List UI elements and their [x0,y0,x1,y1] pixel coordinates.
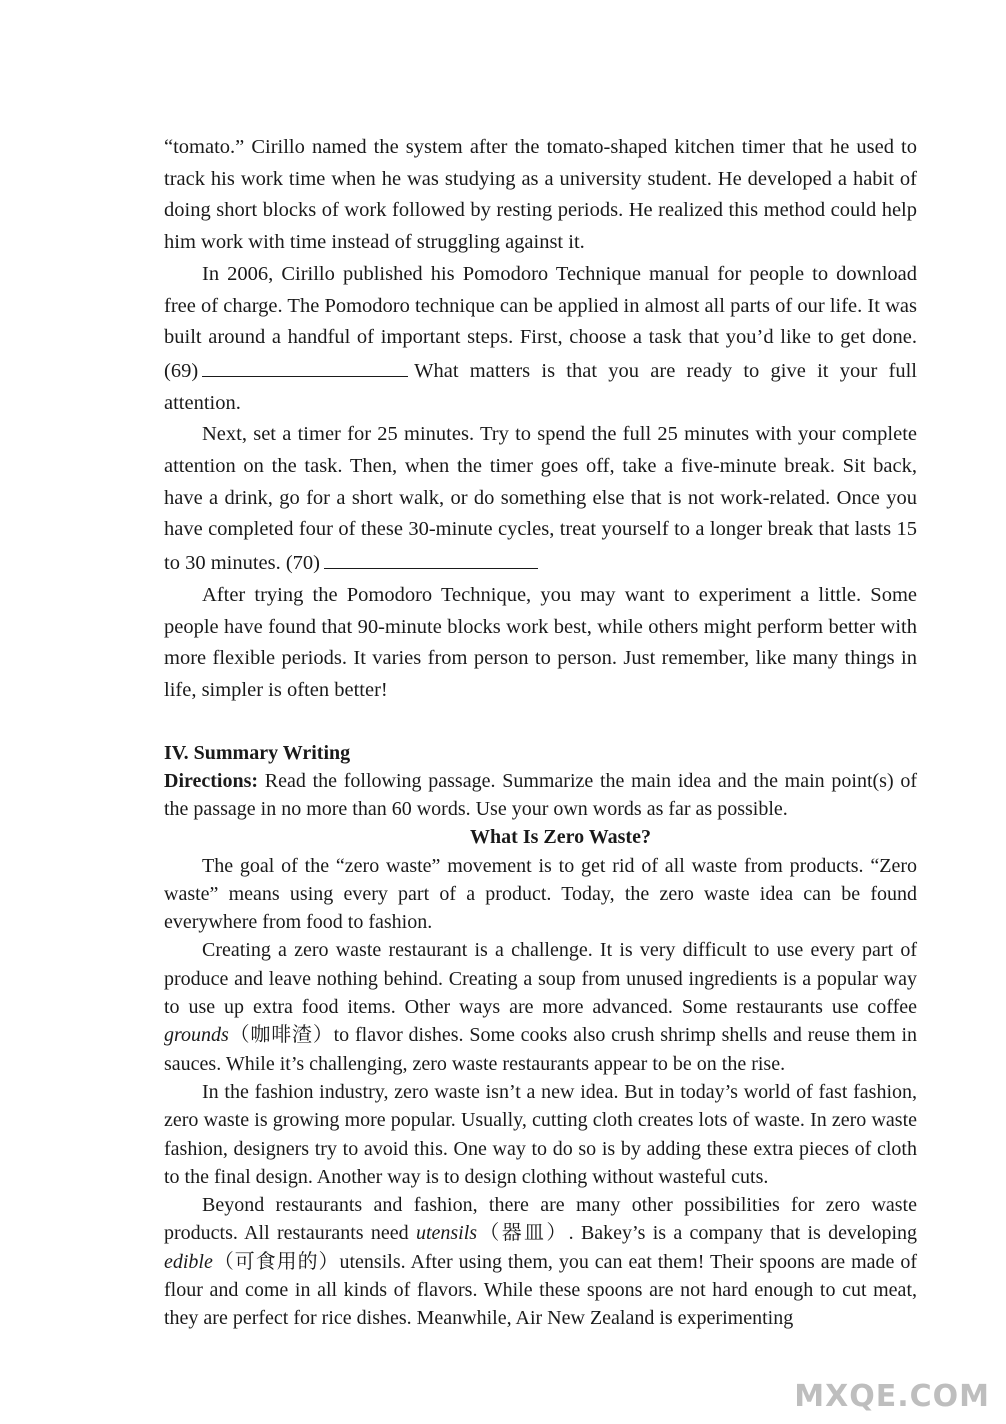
watermark-text: MXQE.COM [794,1379,990,1414]
paragraph-pomodoro-manual [164,259,917,420]
term-utensils: utensils [415,1222,478,1245]
paragraph-utensils [164,1191,917,1332]
paragraph-fashion: In the fashion industry, zero waste isn’t a new idea. But in today’s world of fast fashion, zero waste is growing more popular. Usually, cutting cloth creates lots of waste. In zero waste fashion, designers try to avoid this. One way to do so is by adding these extra pieces of cloth to the final design. Another way is to design clothing without wasteful cuts. [164,1080,917,1188]
paragraph-text: Next, set a timer for 25 minutes. Try to spend the full 25 minutes with your complete attention on the task. Then, when the timer goes off, take a five-minute break. Sit back, have a drink, go for a short walk, or do something else that is not work-related. Once you have completed four of these 30-minute cycles, treat yourself to a longer break that lasts 15 to 30 minutes. (70) [164,423,917,575]
paragraph-text: utensils. After using them, you can eat them! Their spoons are made of flour and come in all kinds of flavors. While these spoons are not hard enough to cut meat, they are perfect for rice dishes. Meanwhile, Air New Zealand is experimenting [164,1250,918,1330]
directions [164,767,917,824]
term-grounds: grounds [164,1024,229,1047]
gloss-edible: （可食用的） [212,1250,340,1273]
directions-label: Directions: [164,769,259,792]
passage-title: What Is Zero Waste? [470,826,651,849]
paragraph-text: What matters is that you are ready to give it your full attention. [164,359,917,414]
paragraph-tomato: “tomato.” Cirillo named the system after the tomato-shaped kitchen timer that he used to track his work time when he was studying as a university student. He developed a habit of doing short blocks of work followed by resting periods. He realized this method could help him work with time instead of struggling against it. [164,136,917,254]
paragraph-restaurant [164,936,917,1077]
paragraph-text: In 2006, Cirillo published his Pomodoro Technique manual for people to download free of charge. The Pomodoro technique can be applied in almost all parts of our life. It was built around a handful of important steps. First, choose a task that you’d like to get done. (69) [164,262,917,382]
watermark-logo [794,1340,1000,1420]
paragraph-text: . Bakey’s is a company that is developing [568,1222,917,1245]
paragraph-experiment: After trying the Pomodoro Technique, you may want to experiment a little. Some people have found that 90-minute blocks work best, while others might perform better with more flexible periods. It varies from person to person. Just remember, like many things in life, simpler is often better! [164,583,917,701]
paragraph-text: Beyond restaurants and fashion, there are many other possibilities for zero waste products. All restaurants need [164,1194,917,1245]
directions-text: Read the following passage. Summarize the main idea and the main point(s) of the passage in no more than 60 words. Use your own words as far as possible. [164,769,917,820]
document-page [164,132,917,1333]
blank-70[interactable] [324,546,538,569]
blank-69[interactable] [202,354,408,377]
gloss-utensils: （器皿） [477,1222,569,1245]
paragraph-zero-waste-goal: The goal of the “zero waste” movement is to get rid of all waste from products. “Zero waste” means using every part of a product. Today, the zero waste idea can be found everywhere from food to fashion. [164,854,917,934]
paragraph-text: to flavor dishes. Some cooks also crush shrimp shells and reuse them in sauces. While it’s challenging, zero waste restaurants appear to be on the rise. [164,1024,917,1075]
gloss-grounds: （咖啡渣） [228,1024,334,1047]
term-edible: edible [164,1250,213,1273]
section-heading: IV. Summary Writing [164,741,351,764]
paragraph-timer [164,419,917,580]
paragraph-text: Creating a zero waste restaurant is a challenge. It is very difficult to use every part of produce and leave nothing behind. Creating a soup from unused ingredients is a popular way to use up extra food items. Other ways are more advanced. Some restaurants use coffee [164,939,917,1019]
